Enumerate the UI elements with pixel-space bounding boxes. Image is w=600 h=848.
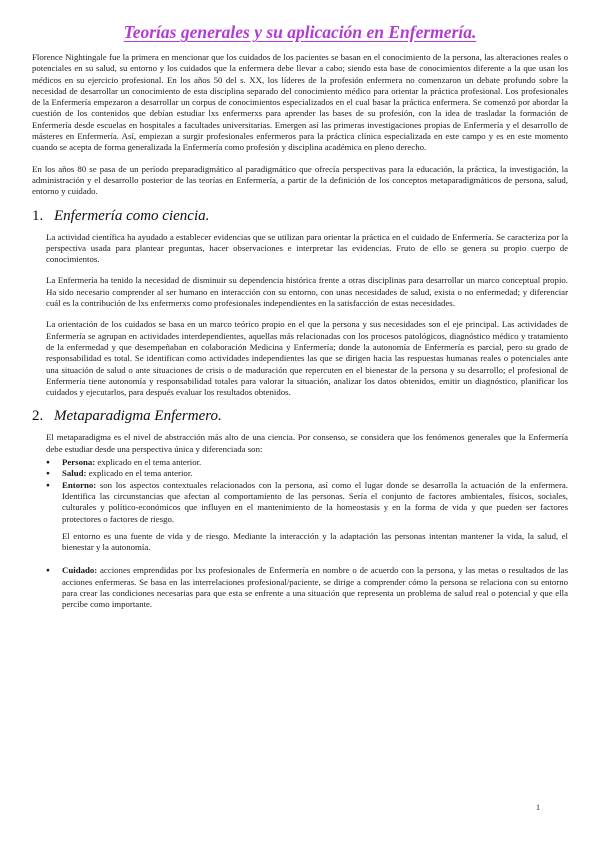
document-page xyxy=(32,22,568,611)
entorno-extra-paragraph: El entorno es una fuente de vida y de riesgo. Mediante la interacción y la adaptación las personas intentan mantener la vida, la salud, el bienestar y la autonomía. xyxy=(62,530,568,553)
section-2-body xyxy=(32,432,568,455)
metaparadigm-list xyxy=(32,457,568,525)
list-item-text: son los aspectos contextuales relacionados con la persona, así como el lugar donde se desarrolla la actuación de la enfermera. Identifica las circunstancias que afectan al comportamiento de las personas. Sería el conjunto de factores ambientales, físicos, sociales, culturales y político-económicos que influyen en el mantenimiento de la homeostasis y en la forma de vida y que pueden ser factores protectores o factores de riesgo. xyxy=(62,479,568,524)
section-1-heading xyxy=(32,208,568,225)
list-item xyxy=(46,565,568,610)
list-item-term: Entorno: xyxy=(62,479,97,490)
section-1-paragraph: La actividad científica ha ayudado a establecer evidencias que se utilizan para orientar la práctica en el cuidado de Enfermería. Se caracteriza por la perspectiva usada para plantear preguntas, hacer observaciones e interpretar las evidencias. Fruto de ello se genera su propio cuerpo de conocimientos. xyxy=(46,231,568,265)
section-1-paragraph: La Enfermería ha tenido la necesidad de disminuir su dependencia histórica frente a otras disciplinas para desarrollar un marco conceptual propio. Ha sido necesario comprender al ser humano en interacción con su entorno, con unas necesidades de salud, exista o no enfermedad; y diferenciar cuál es la contribución de lxs enfermerxs como profesionales independientes en la satisfacción de estas necesidades. xyxy=(46,275,568,309)
list-item-term: Cuidado: xyxy=(62,565,98,576)
intro-paragraph-1: Florence Nightingale fue la primera en mencionar que los cuidados de los pacientes se basan en el conocimiento de la persona, las alteraciones reales o potenciales en su salud, su entorno y los cuidados que la enfermera debe llevar a cabo; siendo esta base de conocimientos diferente a la que usan los médicos en su ejercicio profesional. En los años 50 del s. XX, los líderes de la profesión enfermera no comenzaron un debate profundo sobre la necesidad de desarrollar un conocimiento de esta disciplina separado del conocimiento médico para orientar la práctica profesional. Los profesionales de la Enfermería empezaron a desarrollar un corpus de conocimientos especializados en el cual basar la práctica enfermera. Se comenzó por abordar la cuestión de los contenidos que debían estudiar lxs enfermerxs para aprender las bases de su profesión, con la idea de trasladar la formación de Enfermería desde escuelas en hospitales a facultades universitarias. Emergen así las primeras investigaciones propias de Enfermería y el desarrollo de másteres en Enfermería. Así, empiezan a surgir profesionales enfermeros para la práctica clínica especializada en este campo y es en este momento cuando se acepta de forma generalizada la Enfermería como profesión y disciplina académica en pleno derecho. xyxy=(32,52,568,153)
section-2-heading xyxy=(32,408,568,425)
section-1-title: Enfermería como ciencia. xyxy=(54,207,210,224)
section-1-body xyxy=(32,232,568,399)
list-item-term: Persona: xyxy=(62,457,96,468)
page-number: 1 xyxy=(536,803,540,812)
list-item-text: explicado en el tema anterior. xyxy=(86,468,193,479)
section-1-number: 1. xyxy=(32,207,44,224)
section-1-paragraph: La orientación de los cuidados se basa en un marco teórico propio en el que la persona y sus necesidades son el eje principal. Las actividades de Enfermería se agrupan en actividades interdependientes, aquellas más relacionadas con los procesos patológicos, diagnóstico médico y tratamiento de la enfermedad y que desempeñaban en colaboración Medicina y Enfermería; donde la autonomía de Enfermería es parcial, pero su grado de responsabilidad es total. Se identifican como actividades independientes las que se dirigen hacia las respuestas humanas reales o potenciales ante una situación de salud o ante situaciones de crisis o de maduración que repercuten en el bienestar de la persona y su desarrollo; el profesional de Enfermería tiene autonomía y responsabilidad totales para valorar la situación, analizar los datos obtenidos, emitir un diagnóstico, planificar los cuidados y ejecutarlos, para después evaluar los resultados obtenidos. xyxy=(46,319,568,398)
list-item-text: explicado en el tema anterior. xyxy=(95,457,202,468)
section-2-number: 2. xyxy=(32,408,44,425)
list-item xyxy=(46,468,568,479)
metaparadigm-list-cuidado xyxy=(32,565,568,610)
list-item xyxy=(46,457,568,468)
list-item xyxy=(46,480,568,525)
list-item-text: acciones emprendidas por lxs profesionales de Enfermería en nombre o de acuerdo con la persona, y las metas o resultados de las acciones enfermeras. Se basa en las interrelaciones profesional/paciente, se dirige a comprender cómo la persona se relaciona con su entorno para crear las condiciones necesarias para que esta se enfrente a una situación que representa un problema de salud real o potencial y que ella percibe como importante. xyxy=(62,565,568,610)
page-title: Teorías generales y su aplicación en Enfermería. xyxy=(123,22,477,42)
section-2-title: Metaparadigma Enfermero. xyxy=(54,408,222,425)
list-item-term: Salud: xyxy=(62,468,87,479)
intro-paragraph-2: En los años 80 se pasa de un período preparadigmático al paradigmático que ofrecía perspectivas para la educación, la práctica, la investigación, la administración y el desarrollo posterior de las teorías en Enfermería, a partir de la definición de los conceptos metaparadigmáticos de persona, salud, entorno y cuidado. xyxy=(32,163,568,197)
section-2-paragraph: El metaparadigma es el nivel de abstracción más alto de una ciencia. Por consenso, se considera que los fenómenos generales que la Enfermería debe estudiar desde una perspectiva única y diferenciada son: xyxy=(46,432,568,454)
